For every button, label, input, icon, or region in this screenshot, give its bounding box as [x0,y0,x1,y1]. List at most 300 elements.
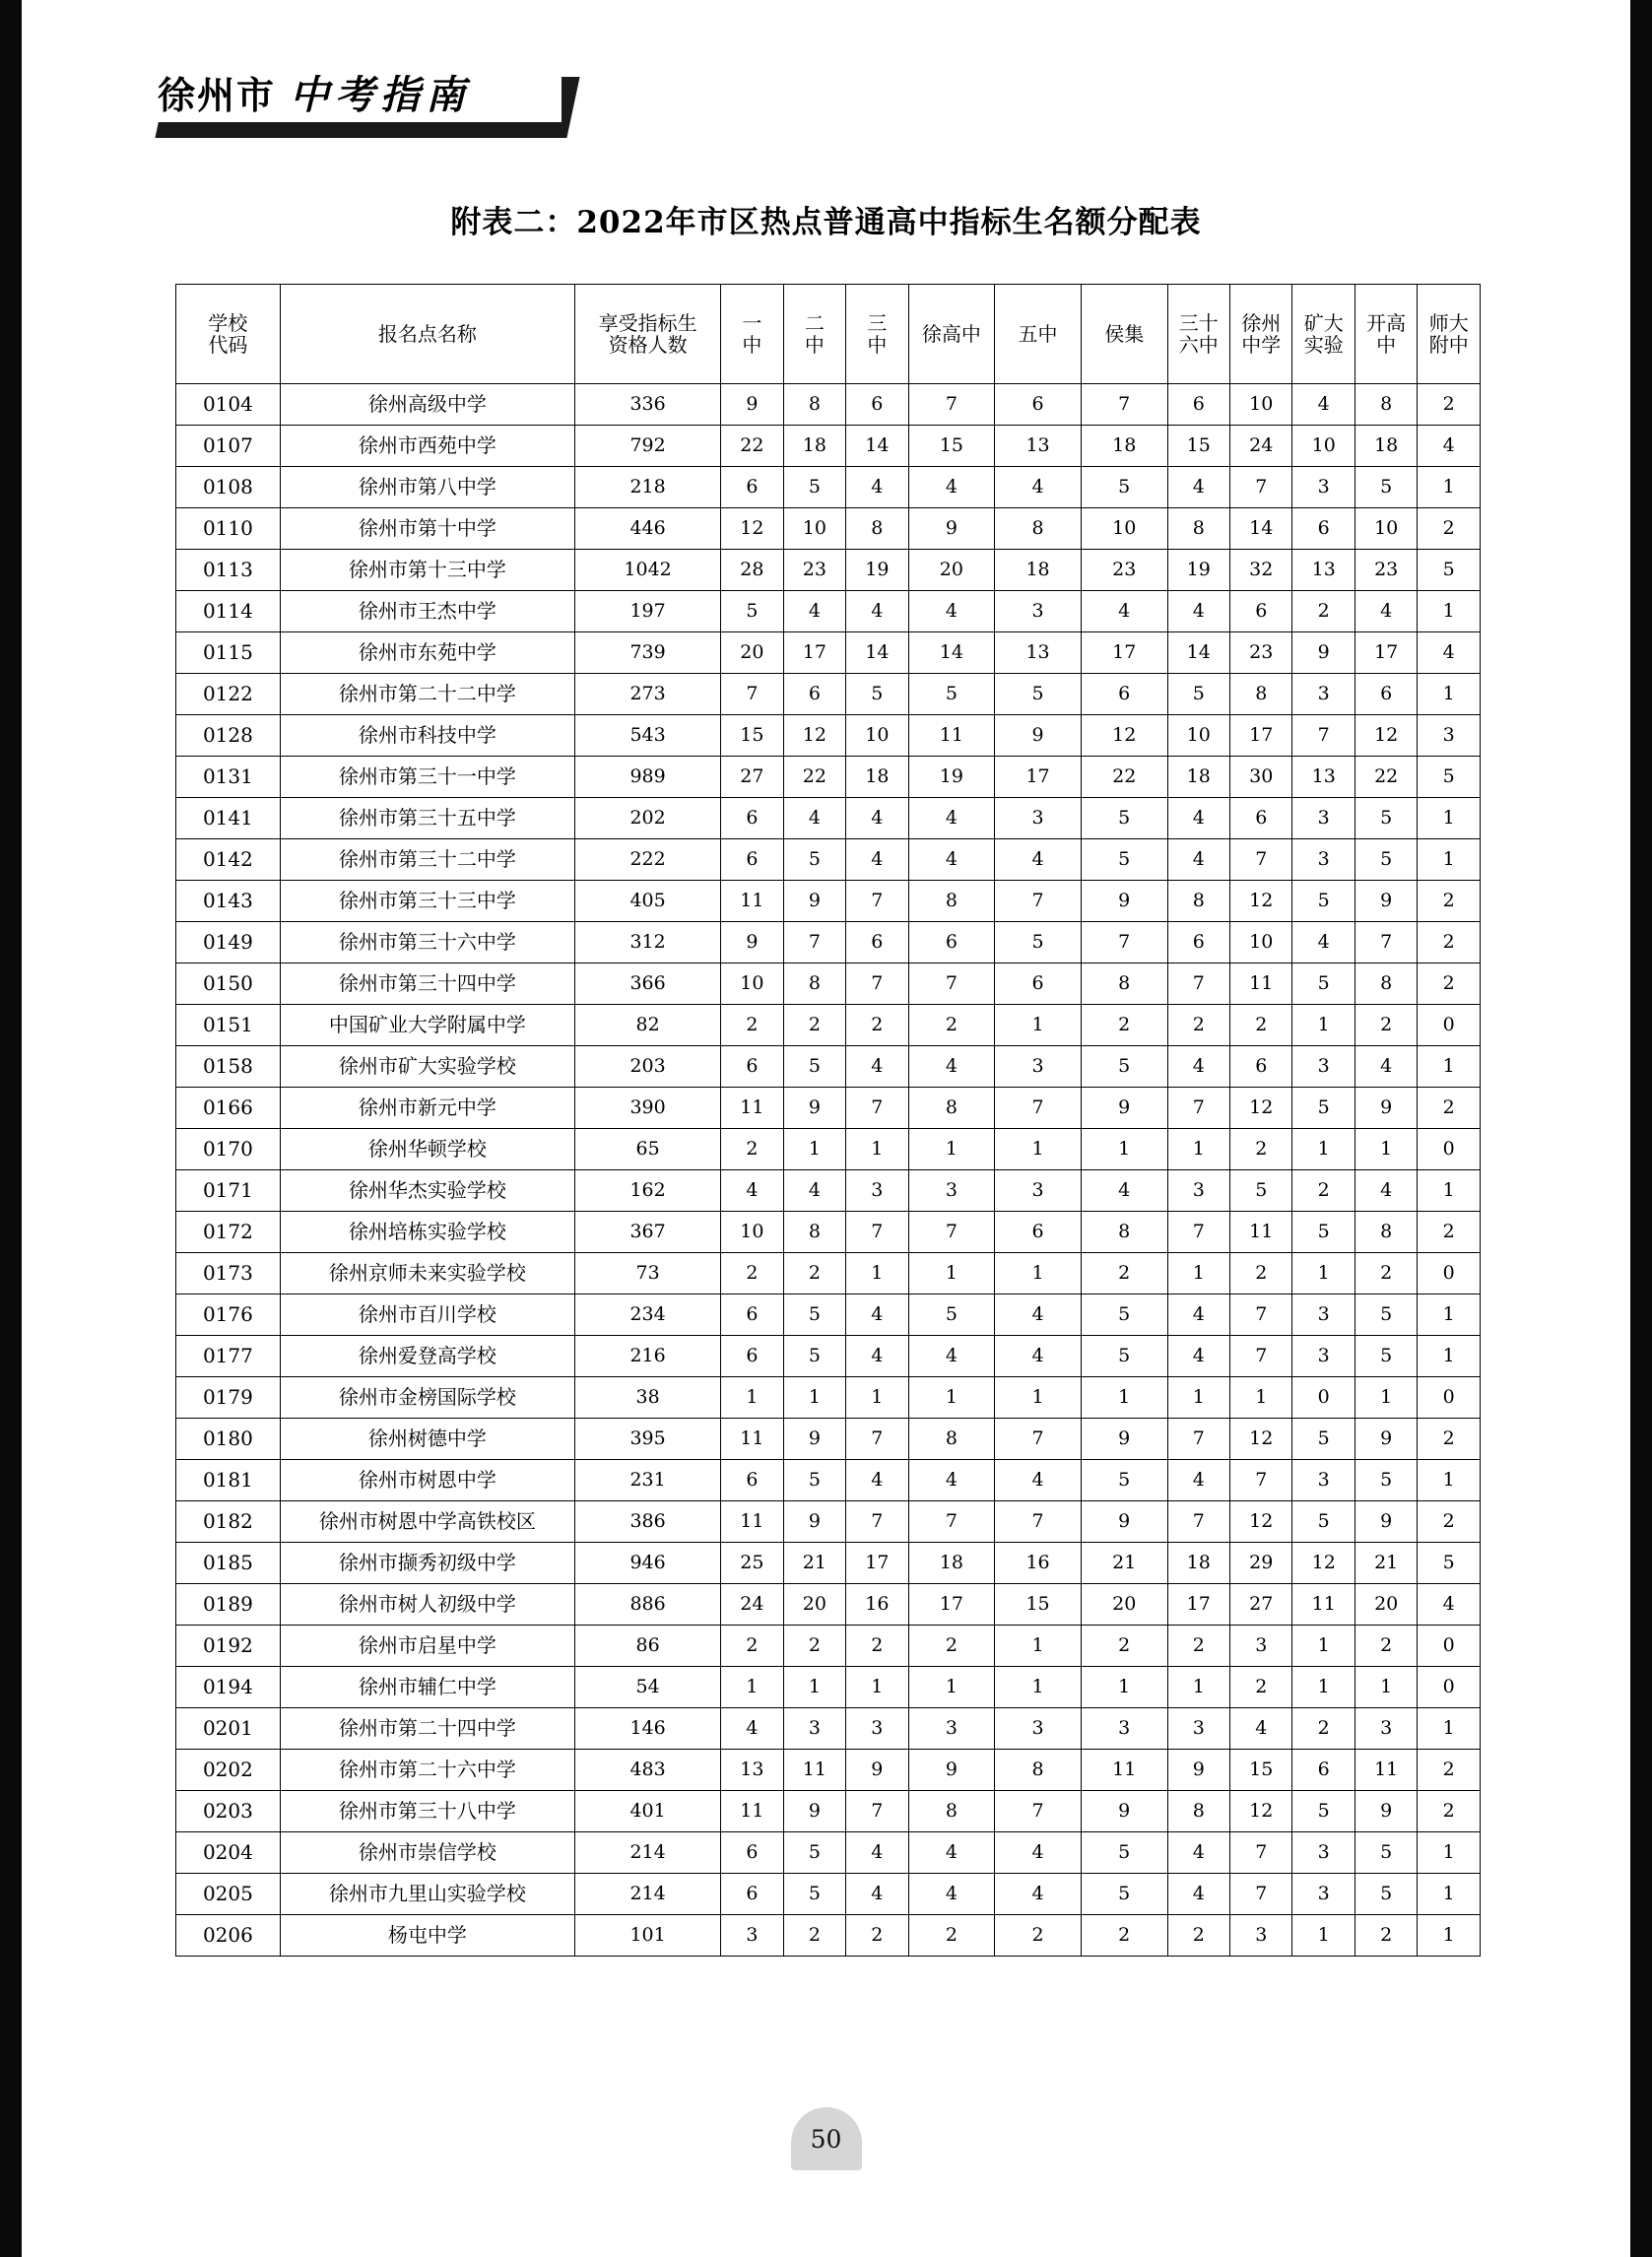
cell-allocation-11: 5 [1418,1543,1481,1584]
cell-allocation-5: 3 [995,591,1082,632]
cell-school-code: 0201 [176,1708,281,1750]
cell-allocation-11: 1 [1418,1708,1481,1750]
cell-allocation-4: 20 [908,550,995,591]
cell-allocation-7: 17 [1167,1584,1229,1626]
cell-school-name: 徐州华顿学校 [280,1129,574,1170]
cell-allocation-4: 2 [908,1915,995,1957]
cell-allocation-1: 6 [721,1294,783,1336]
header-school-10 [1355,285,1417,384]
cell-allocation-9: 2 [1292,591,1355,632]
cell-eligible-count: 483 [575,1750,721,1791]
cell-allocation-11: 1 [1418,798,1481,839]
cell-allocation-7: 10 [1167,715,1229,757]
cell-school-code: 0170 [176,1129,281,1170]
cell-allocation-11: 2 [1418,1501,1481,1543]
cell-school-name: 徐州市新元中学 [280,1088,574,1129]
cell-allocation-5: 15 [995,1584,1082,1626]
cell-allocation-8: 30 [1230,757,1292,798]
header-eligible-count [575,285,721,384]
cell-allocation-3: 4 [846,591,908,632]
cell-allocation-11: 5 [1418,550,1481,591]
cell-allocation-3: 18 [846,757,908,798]
cell-allocation-5: 4 [995,1832,1082,1874]
cell-allocation-7: 2 [1167,1915,1229,1957]
cell-allocation-2: 5 [783,1460,845,1501]
cell-eligible-count: 101 [575,1915,721,1957]
cell-allocation-7: 4 [1167,1832,1229,1874]
cell-allocation-11: 2 [1418,1750,1481,1791]
cell-school-code: 0181 [176,1460,281,1501]
cell-allocation-2: 4 [783,591,845,632]
cell-eligible-count: 401 [575,1791,721,1832]
cell-allocation-8: 4 [1230,1708,1292,1750]
cell-allocation-9: 1 [1292,1626,1355,1667]
cell-allocation-5: 18 [995,550,1082,591]
cell-allocation-1: 3 [721,1915,783,1957]
cell-allocation-9: 3 [1292,1046,1355,1088]
cell-allocation-6: 12 [1081,715,1167,757]
cell-allocation-6: 17 [1081,632,1167,674]
cell-allocation-9: 13 [1292,550,1355,591]
cell-allocation-2: 20 [783,1584,845,1626]
cell-school-name: 徐州市撷秀初级中学 [280,1543,574,1584]
cell-allocation-10: 8 [1355,963,1417,1005]
cell-allocation-10: 2 [1355,1626,1417,1667]
cell-allocation-9: 3 [1292,798,1355,839]
cell-allocation-8: 11 [1230,1212,1292,1253]
cell-school-code: 0205 [176,1874,281,1915]
table-row [176,1046,1481,1088]
header-school-code-line2: 代码 [208,333,248,357]
header-school-7 [1167,285,1229,384]
cell-school-name: 徐州爱登高学校 [280,1336,574,1377]
table-row [176,1460,1481,1501]
cell-allocation-11: 1 [1418,839,1481,881]
header-school-1-line1: 一 [742,311,762,335]
cell-allocation-10: 18 [1355,426,1417,467]
cell-allocation-2: 2 [783,1005,845,1046]
cell-allocation-6: 20 [1081,1584,1167,1626]
cell-school-code: 0149 [176,922,281,963]
cell-allocation-11: 0 [1418,1005,1481,1046]
cell-allocation-3: 1 [846,1667,908,1708]
cell-school-name: 徐州市百川学校 [280,1294,574,1336]
cell-allocation-6: 5 [1081,1832,1167,1874]
cell-allocation-6: 9 [1081,1501,1167,1543]
cell-allocation-5: 5 [995,922,1082,963]
table-row [176,1874,1481,1915]
cell-allocation-4: 4 [908,1832,995,1874]
cell-allocation-10: 8 [1355,384,1417,426]
cell-allocation-6: 5 [1081,839,1167,881]
cell-allocation-2: 9 [783,1419,845,1460]
cell-eligible-count: 989 [575,757,721,798]
cell-allocation-5: 6 [995,1212,1082,1253]
cell-eligible-count: 446 [575,508,721,550]
cell-allocation-10: 5 [1355,839,1417,881]
cell-eligible-count: 214 [575,1832,721,1874]
cell-allocation-7: 7 [1167,1212,1229,1253]
cell-school-name: 徐州市崇信学校 [280,1832,574,1874]
cell-allocation-10: 5 [1355,1294,1417,1336]
cell-allocation-8: 7 [1230,1294,1292,1336]
cell-allocation-4: 3 [908,1708,995,1750]
cell-allocation-7: 4 [1167,1874,1229,1915]
cell-eligible-count: 222 [575,839,721,881]
cell-school-code: 0192 [176,1626,281,1667]
cell-school-code: 0171 [176,1170,281,1212]
cell-allocation-11: 2 [1418,1791,1481,1832]
cell-school-name: 徐州市第八中学 [280,467,574,508]
cell-allocation-2: 11 [783,1750,845,1791]
table-row [176,1667,1481,1708]
cell-allocation-11: 2 [1418,1419,1481,1460]
cell-allocation-5: 1 [995,1005,1082,1046]
cell-allocation-5: 4 [995,467,1082,508]
cell-allocation-8: 24 [1230,426,1292,467]
cell-allocation-2: 1 [783,1667,845,1708]
cell-allocation-9: 3 [1292,1832,1355,1874]
cell-allocation-8: 1 [1230,1377,1292,1419]
cell-allocation-5: 13 [995,426,1082,467]
cell-allocation-7: 8 [1167,1791,1229,1832]
cell-allocation-1: 5 [721,591,783,632]
cell-allocation-1: 7 [721,674,783,715]
cell-school-name: 徐州市第三十五中学 [280,798,574,839]
cell-allocation-3: 4 [846,798,908,839]
cell-allocation-6: 5 [1081,798,1167,839]
cell-allocation-10: 1 [1355,1667,1417,1708]
cell-allocation-10: 10 [1355,508,1417,550]
table-row [176,1584,1481,1626]
cell-allocation-4: 19 [908,757,995,798]
cell-allocation-1: 2 [721,1005,783,1046]
cell-allocation-10: 2 [1355,1005,1417,1046]
cell-allocation-1: 11 [721,881,783,922]
cell-allocation-4: 4 [908,591,995,632]
cell-allocation-5: 4 [995,1294,1082,1336]
cell-allocation-1: 11 [721,1088,783,1129]
cell-allocation-1: 1 [721,1377,783,1419]
cell-allocation-10: 5 [1355,798,1417,839]
table-body [176,384,1481,1957]
cell-allocation-11: 2 [1418,384,1481,426]
cell-allocation-7: 7 [1167,963,1229,1005]
cell-allocation-10: 11 [1355,1750,1417,1791]
cell-allocation-7: 4 [1167,1336,1229,1377]
cell-allocation-3: 7 [846,1501,908,1543]
cell-allocation-9: 5 [1292,1419,1355,1460]
cell-allocation-5: 8 [995,508,1082,550]
cell-allocation-4: 5 [908,674,995,715]
header-school-8-line2: 中学 [1241,333,1282,357]
cell-allocation-4: 1 [908,1129,995,1170]
cell-allocation-10: 1 [1355,1129,1417,1170]
cell-school-code: 0114 [176,591,281,632]
cell-allocation-8: 10 [1230,922,1292,963]
cell-allocation-1: 6 [721,839,783,881]
cell-allocation-2: 5 [783,1046,845,1088]
cell-allocation-11: 1 [1418,1336,1481,1377]
cell-allocation-6: 5 [1081,1460,1167,1501]
cell-eligible-count: 38 [575,1377,721,1419]
cell-allocation-7: 3 [1167,1708,1229,1750]
cell-school-name: 徐州高级中学 [280,384,574,426]
cell-allocation-4: 4 [908,1336,995,1377]
cell-school-name: 徐州市西苑中学 [280,426,574,467]
cell-allocation-6: 7 [1081,922,1167,963]
cell-school-code: 0158 [176,1046,281,1088]
cell-eligible-count: 82 [575,1005,721,1046]
cell-allocation-3: 7 [846,881,908,922]
cell-allocation-11: 1 [1418,1874,1481,1915]
cell-allocation-7: 3 [1167,1170,1229,1212]
cell-allocation-10: 3 [1355,1708,1417,1750]
cell-school-code: 0166 [176,1088,281,1129]
cell-allocation-6: 9 [1081,1088,1167,1129]
cell-allocation-10: 22 [1355,757,1417,798]
cell-allocation-7: 7 [1167,1501,1229,1543]
table-row [176,1294,1481,1336]
cell-allocation-10: 1 [1355,1377,1417,1419]
cell-allocation-8: 7 [1230,839,1292,881]
cell-school-code: 0194 [176,1667,281,1708]
cell-allocation-1: 2 [721,1129,783,1170]
left-margin-bar [0,0,22,2257]
cell-allocation-1: 4 [721,1170,783,1212]
table-row [176,1253,1481,1294]
cell-allocation-1: 6 [721,467,783,508]
cell-allocation-4: 4 [908,1460,995,1501]
cell-allocation-9: 11 [1292,1584,1355,1626]
cell-allocation-7: 8 [1167,881,1229,922]
table-row [176,384,1481,426]
cell-allocation-3: 1 [846,1377,908,1419]
cell-allocation-8: 7 [1230,1832,1292,1874]
table-row [176,798,1481,839]
cell-eligible-count: 543 [575,715,721,757]
cell-allocation-7: 9 [1167,1750,1229,1791]
cell-allocation-6: 9 [1081,1791,1167,1832]
cell-allocation-8: 7 [1230,1460,1292,1501]
cell-allocation-5: 1 [995,1667,1082,1708]
cell-allocation-4: 1 [908,1667,995,1708]
right-margin-bar [1630,0,1652,2257]
cell-school-name: 徐州市树人初级中学 [280,1584,574,1626]
header-school-10-line2: 中 [1376,333,1397,357]
header-school-3 [846,285,908,384]
cell-allocation-8: 14 [1230,508,1292,550]
cell-allocation-8: 2 [1230,1005,1292,1046]
table-row [176,1915,1481,1957]
cell-allocation-10: 9 [1355,1419,1417,1460]
cell-allocation-7: 18 [1167,1543,1229,1584]
header-school-10-line1: 开高 [1366,311,1407,335]
cell-allocation-4: 8 [908,1088,995,1129]
table-row [176,674,1481,715]
table-row [176,1832,1481,1874]
cell-allocation-6: 1 [1081,1377,1167,1419]
cell-allocation-2: 2 [783,1626,845,1667]
cell-allocation-2: 1 [783,1377,845,1419]
cell-allocation-3: 2 [846,1915,908,1957]
page-number: 50 [791,2107,862,2170]
cell-allocation-6: 6 [1081,674,1167,715]
cell-school-code: 0108 [176,467,281,508]
cell-allocation-5: 5 [995,674,1082,715]
cell-allocation-11: 0 [1418,1129,1481,1170]
cell-allocation-8: 7 [1230,1336,1292,1377]
cell-allocation-9: 5 [1292,1212,1355,1253]
cell-allocation-4: 4 [908,839,995,881]
cell-allocation-7: 19 [1167,550,1229,591]
cell-allocation-5: 7 [995,1791,1082,1832]
cell-allocation-6: 1 [1081,1129,1167,1170]
cell-eligible-count: 218 [575,467,721,508]
cell-school-name: 中国矿业大学附属中学 [280,1005,574,1046]
cell-allocation-3: 3 [846,1708,908,1750]
cell-allocation-4: 2 [908,1626,995,1667]
cell-school-name: 徐州市第二十二中学 [280,674,574,715]
cell-allocation-2: 4 [783,798,845,839]
cell-allocation-11: 3 [1418,715,1481,757]
cell-eligible-count: 214 [575,1874,721,1915]
cell-allocation-9: 3 [1292,674,1355,715]
cell-school-code: 0180 [176,1419,281,1460]
cell-allocation-11: 1 [1418,1915,1481,1957]
table-row [176,1791,1481,1832]
cell-allocation-10: 5 [1355,1832,1417,1874]
publication-logo [148,61,571,138]
cell-school-code: 0115 [176,632,281,674]
cell-school-name: 徐州市金榜国际学校 [280,1377,574,1419]
cell-allocation-9: 1 [1292,1915,1355,1957]
cell-allocation-1: 6 [721,1046,783,1088]
cell-allocation-5: 17 [995,757,1082,798]
cell-allocation-6: 18 [1081,426,1167,467]
header-school-1 [721,285,783,384]
cell-allocation-10: 9 [1355,1791,1417,1832]
cell-allocation-2: 9 [783,881,845,922]
cell-allocation-5: 9 [995,715,1082,757]
cell-allocation-11: 0 [1418,1377,1481,1419]
cell-allocation-7: 14 [1167,632,1229,674]
cell-allocation-5: 1 [995,1626,1082,1667]
cell-eligible-count: 739 [575,632,721,674]
cell-allocation-2: 5 [783,1294,845,1336]
cell-allocation-11: 2 [1418,508,1481,550]
cell-allocation-11: 1 [1418,591,1481,632]
cell-allocation-9: 6 [1292,508,1355,550]
cell-school-name: 徐州市第二十六中学 [280,1750,574,1791]
cell-eligible-count: 336 [575,384,721,426]
cell-allocation-1: 6 [721,1460,783,1501]
cell-school-code: 0122 [176,674,281,715]
header-school-8-line1: 徐州 [1241,311,1282,335]
cell-allocation-1: 6 [721,1832,783,1874]
cell-allocation-7: 6 [1167,384,1229,426]
cell-school-name: 徐州市第三十四中学 [280,963,574,1005]
cell-allocation-1: 9 [721,922,783,963]
cell-allocation-7: 2 [1167,1005,1229,1046]
cell-allocation-2: 23 [783,550,845,591]
cell-allocation-9: 4 [1292,384,1355,426]
cell-allocation-7: 1 [1167,1129,1229,1170]
cell-eligible-count: 234 [575,1294,721,1336]
cell-allocation-10: 4 [1355,591,1417,632]
header-school-code-line1: 学校 [208,311,248,335]
cell-allocation-8: 27 [1230,1584,1292,1626]
cell-allocation-7: 7 [1167,1088,1229,1129]
cell-allocation-5: 7 [995,1088,1082,1129]
cell-allocation-11: 4 [1418,632,1481,674]
cell-school-code: 0110 [176,508,281,550]
header-school-6: 侯集 [1081,285,1167,384]
table-row [176,508,1481,550]
cell-school-name: 徐州市第三十三中学 [280,881,574,922]
cell-school-name: 徐州市第三十八中学 [280,1791,574,1832]
cell-allocation-4: 18 [908,1543,995,1584]
cell-allocation-1: 2 [721,1626,783,1667]
cell-allocation-10: 17 [1355,632,1417,674]
cell-allocation-9: 2 [1292,1170,1355,1212]
cell-allocation-10: 5 [1355,1460,1417,1501]
cell-allocation-5: 4 [995,839,1082,881]
cell-allocation-3: 9 [846,1750,908,1791]
cell-allocation-3: 1 [846,1253,908,1294]
cell-allocation-10: 9 [1355,1088,1417,1129]
table-row [176,1750,1481,1791]
cell-allocation-2: 5 [783,839,845,881]
cell-allocation-3: 17 [846,1543,908,1584]
table-row [176,1336,1481,1377]
cell-school-name: 徐州市第三十一中学 [280,757,574,798]
cell-allocation-2: 8 [783,384,845,426]
cell-allocation-2: 9 [783,1501,845,1543]
cell-allocation-4: 9 [908,508,995,550]
cell-allocation-9: 9 [1292,632,1355,674]
cell-allocation-3: 7 [846,1791,908,1832]
cell-allocation-9: 3 [1292,839,1355,881]
table-row [176,839,1481,881]
cell-allocation-10: 20 [1355,1584,1417,1626]
cell-allocation-1: 27 [721,757,783,798]
cell-allocation-9: 3 [1292,1294,1355,1336]
cell-school-code: 0179 [176,1377,281,1419]
cell-school-name: 徐州市第十三中学 [280,550,574,591]
cell-school-name: 徐州市矿大实验学校 [280,1046,574,1088]
cell-allocation-1: 2 [721,1253,783,1294]
cell-allocation-8: 12 [1230,1088,1292,1129]
cell-allocation-5: 6 [995,963,1082,1005]
cell-allocation-10: 23 [1355,550,1417,591]
cell-allocation-1: 24 [721,1584,783,1626]
cell-allocation-8: 15 [1230,1750,1292,1791]
cell-allocation-9: 5 [1292,881,1355,922]
cell-allocation-3: 14 [846,632,908,674]
header-school-2-line1: 二 [804,311,825,335]
cell-eligible-count: 390 [575,1088,721,1129]
cell-allocation-11: 1 [1418,1294,1481,1336]
cell-allocation-1: 6 [721,1336,783,1377]
cell-allocation-4: 15 [908,426,995,467]
cell-allocation-6: 8 [1081,963,1167,1005]
cell-allocation-6: 21 [1081,1543,1167,1584]
cell-allocation-5: 4 [995,1460,1082,1501]
cell-school-code: 0107 [176,426,281,467]
cell-allocation-11: 1 [1418,467,1481,508]
cell-allocation-2: 9 [783,1791,845,1832]
